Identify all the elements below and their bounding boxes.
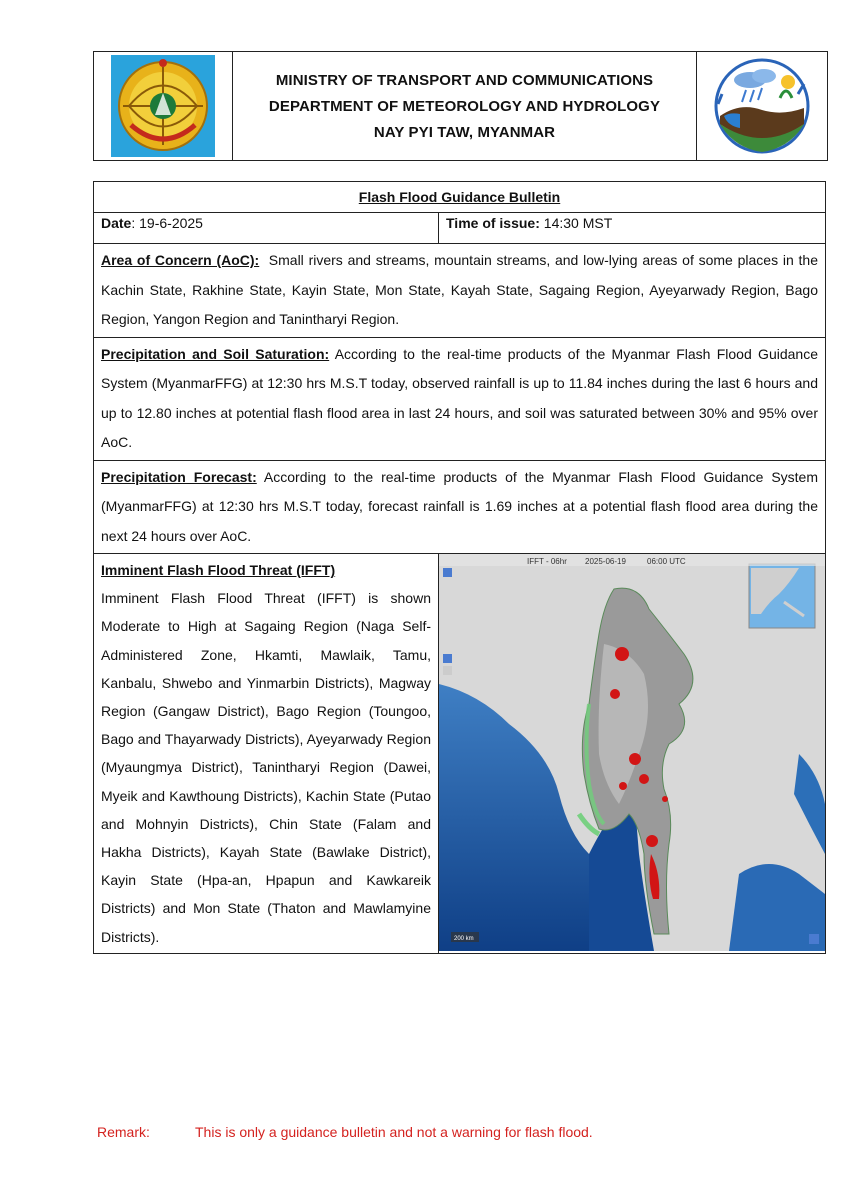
hydrological-cycle-icon (710, 54, 814, 158)
bulletin-title: Flash Flood Guidance Bulletin (94, 182, 826, 213)
left-logo-cell (94, 52, 233, 160)
time-cell (439, 213, 826, 244)
precipitation-soil-saturation (94, 337, 826, 460)
time-label: Time of issue: (446, 215, 540, 231)
ifft-map (439, 554, 825, 951)
right-logo-cell (696, 52, 827, 160)
ifft-section (94, 554, 439, 954)
map-scale-label: 200 km (454, 936, 474, 942)
remark (97, 1124, 593, 1140)
map-header-date: 2025-06-19 (585, 557, 626, 566)
department-name: DEPARTMENT OF METEOROLOGY AND HYDROLOGY (268, 97, 661, 115)
ifft-map-cell (439, 554, 826, 954)
date-label: Date (101, 215, 132, 231)
letterhead-titles (233, 52, 696, 160)
ministry-emblem-icon (111, 55, 215, 157)
map-header-label: IFFT - 06hr (527, 557, 567, 566)
map-header-time: 06:00 UTC (647, 557, 686, 566)
location-name: NAY PYI TAW, MYANMAR (373, 123, 556, 141)
forecast-text: According to the real-time products of the Myanmar Flash Flood Guidance System (MyanmarFFG) at 12:30 hrs M.S.T today, forecast rainfall is 1.69 inches at a potential flash flood area during the next 24 hours over AoC. (101, 468, 819, 544)
time-value: 14:30 MST (539, 215, 613, 231)
bulletin-table (93, 181, 826, 954)
ministry-name: MINISTRY OF TRANSPORT AND COMMUNICATIONS (275, 71, 654, 89)
remark-label: Remark: (97, 1124, 150, 1140)
remark-text: This is only a guidance bulletin and not a warning for flash flood. (195, 1124, 593, 1140)
date-cell (94, 213, 439, 244)
ifft-map-graphic (439, 554, 825, 951)
ifft-text: Imminent Flash Flood Threat (IFFT) is shown Moderate to High at Sagaing Region (Naga Self-Administered Zone, Hkamti, Mawlaik, Tamu, Kanbalu, Shwebo and Yinmarbin Districts), Magway Region (Gangaw District), Bago Region (Toungoo, Bago and Thayarwady Districts), Ayeyarwady Region (Myaungmya District), Tanintharyi Region (Dawei, Myeik and Kawthoung Districts), Kachin State (Putao and Mohnyin Districts), Chin State (Falam and Hakha Districts), Kayah State (Bawlake District), Kayin State (Hpa-an, Hpapun and Kawkareik Districts) and Mon State (Thaton and Mawlamyine Districts). (101, 590, 431, 945)
letterhead (93, 51, 828, 161)
forecast-label: Precipitation Forecast: (101, 468, 257, 485)
date-value: : 19-6-2025 (131, 215, 203, 231)
aoc-text: Small rivers and streams, mountain streams, and low-lying areas of some places in the Kachin State, Rakhine State, Kayin State, Mon State, Kayah State, Sagaing Region, Ayeyarwady Region, Bago Region, Yangon Region and Tanintharyi Region. (101, 252, 822, 327)
area-of-concern (94, 244, 826, 338)
aoc-label: Area of Concern (AoC): (101, 252, 260, 268)
precipitation-forecast (94, 460, 826, 554)
precip-label: Precipitation and Soil Saturation: (101, 345, 330, 362)
precip-text: According to the real-time products of the Myanmar Flash Flood Guidance System (MyanmarFFG) at 12:30 hrs M.S.T today, observed rainfall is up to 11.84 inches during the last 6 hours and up to 12.80 inches at potential flash flood area in last 24 hours, and soil was saturated between 30% and 95% over AoC. (101, 345, 818, 450)
ifft-label: Imminent Flash Flood Threat (IFFT) (101, 562, 336, 578)
